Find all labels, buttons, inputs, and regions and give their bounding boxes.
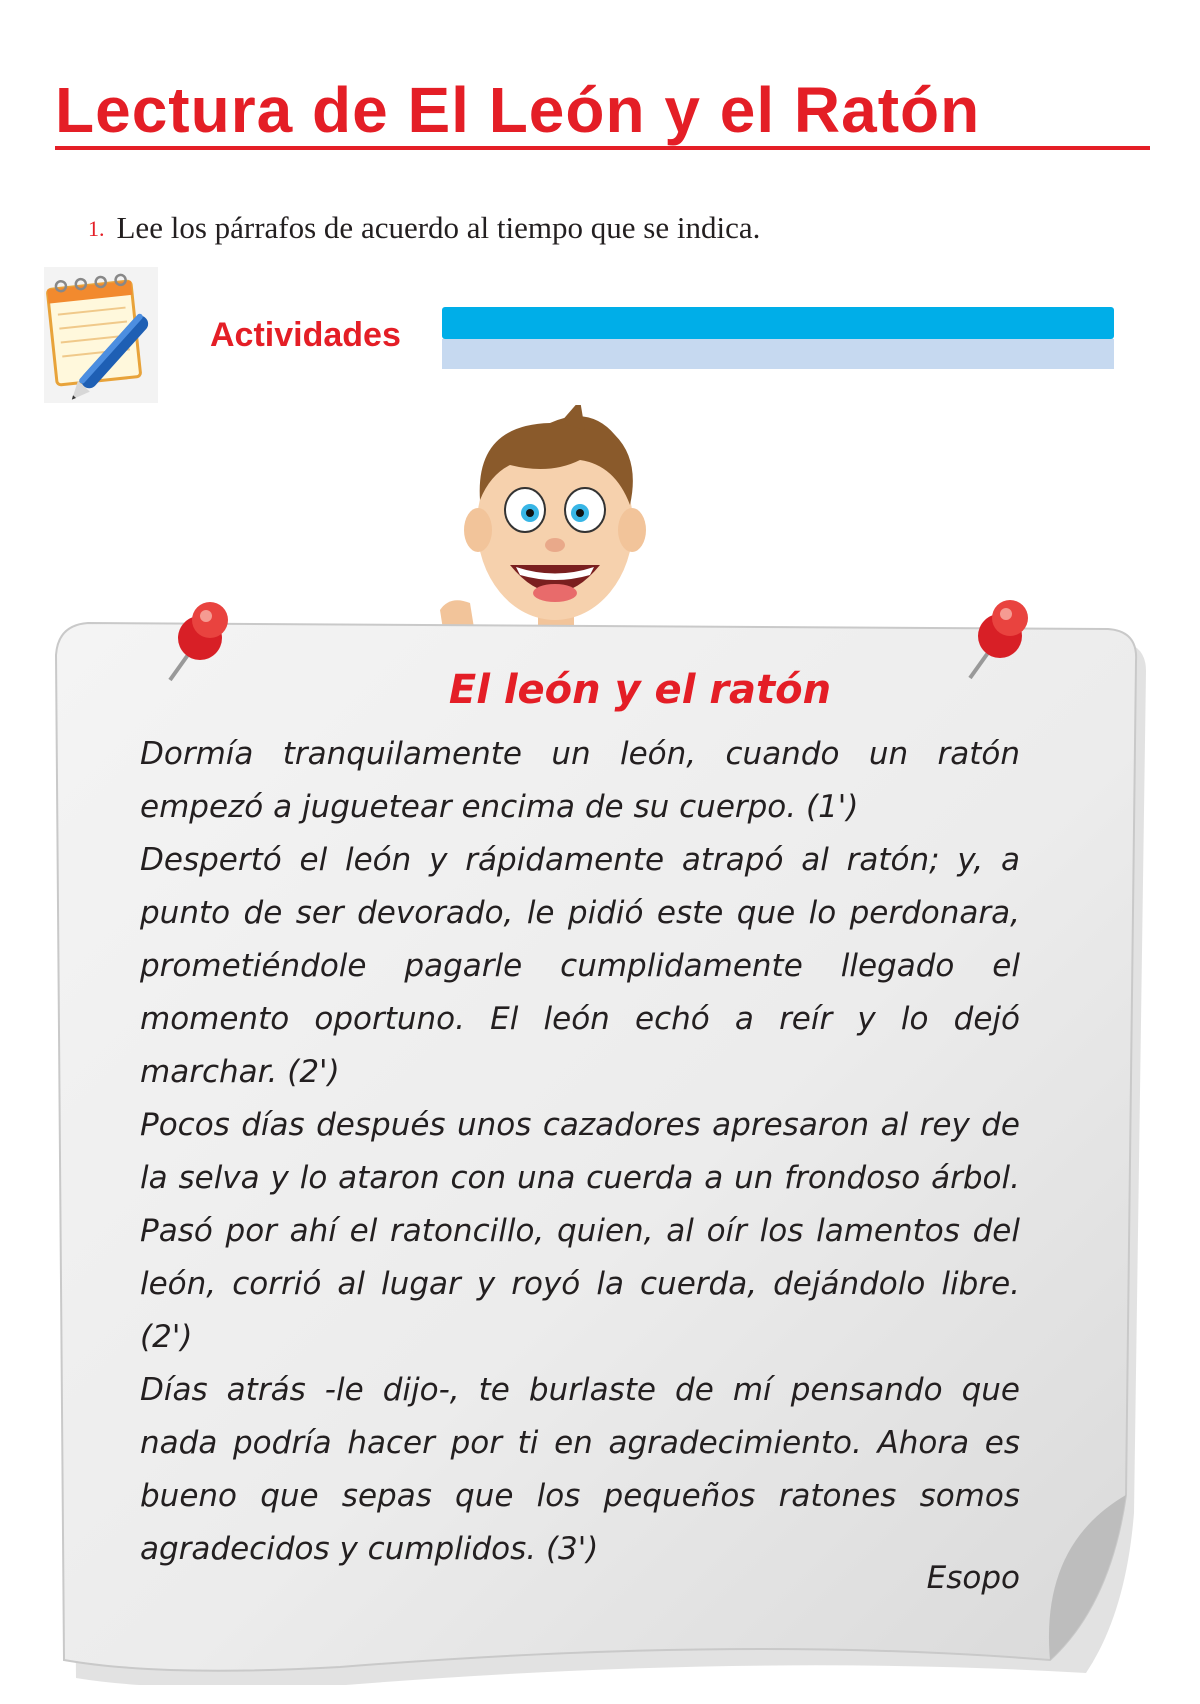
story-paragraph: Dormía tranquilamente un león, cuando un ratón empezó a juguetear encima de su cuerpo. (1') [140,736,1020,825]
activities-bar-shadow [442,339,1114,369]
story-paragraph: Despertó el león y rápidamente atrapó al ratón; y, a punto de ser devorado, le pidió este que lo perdonara, prometiéndole pagarle cumplidamente llegado el momento oportuno. El león echó a reír y lo dejó marchar. (2') [140,842,1020,1090]
activities-bar [442,307,1114,339]
story-paragraph: Pocos días después unos cazadores apresaron al rey de la selva y lo ataron con una cuerda a un frondoso árbol. Pasó por ahí el ratoncillo, quien, al oír los lamentos del león, corrió al lugar y royó la cuerda, dejándolo libre. (2') [140,1107,1020,1355]
story-paragraph: Días atrás -le dijo-, te burlaste de mí pensando que nada podría hacer por ti en agradecimiento. Ahora es bueno que sepas que los pequeños ratones somos agradecidos y cumplidos. (3') [140,1372,1020,1567]
activities-label: Actividades [210,316,401,354]
instruction-number: 1. [88,216,105,241]
story-body [140,728,1020,1576]
notepad-pen-icon [42,265,160,405]
title-underline [55,146,1150,150]
story-title: El león y el ratón [448,667,832,713]
story-author: Esopo [926,1560,1020,1596]
instruction-text: Lee los párrafos de acuerdo al tiempo que se indica. [116,210,761,245]
page-title: Lectura de El León y el Ratón [55,74,981,146]
instruction [88,210,760,246]
